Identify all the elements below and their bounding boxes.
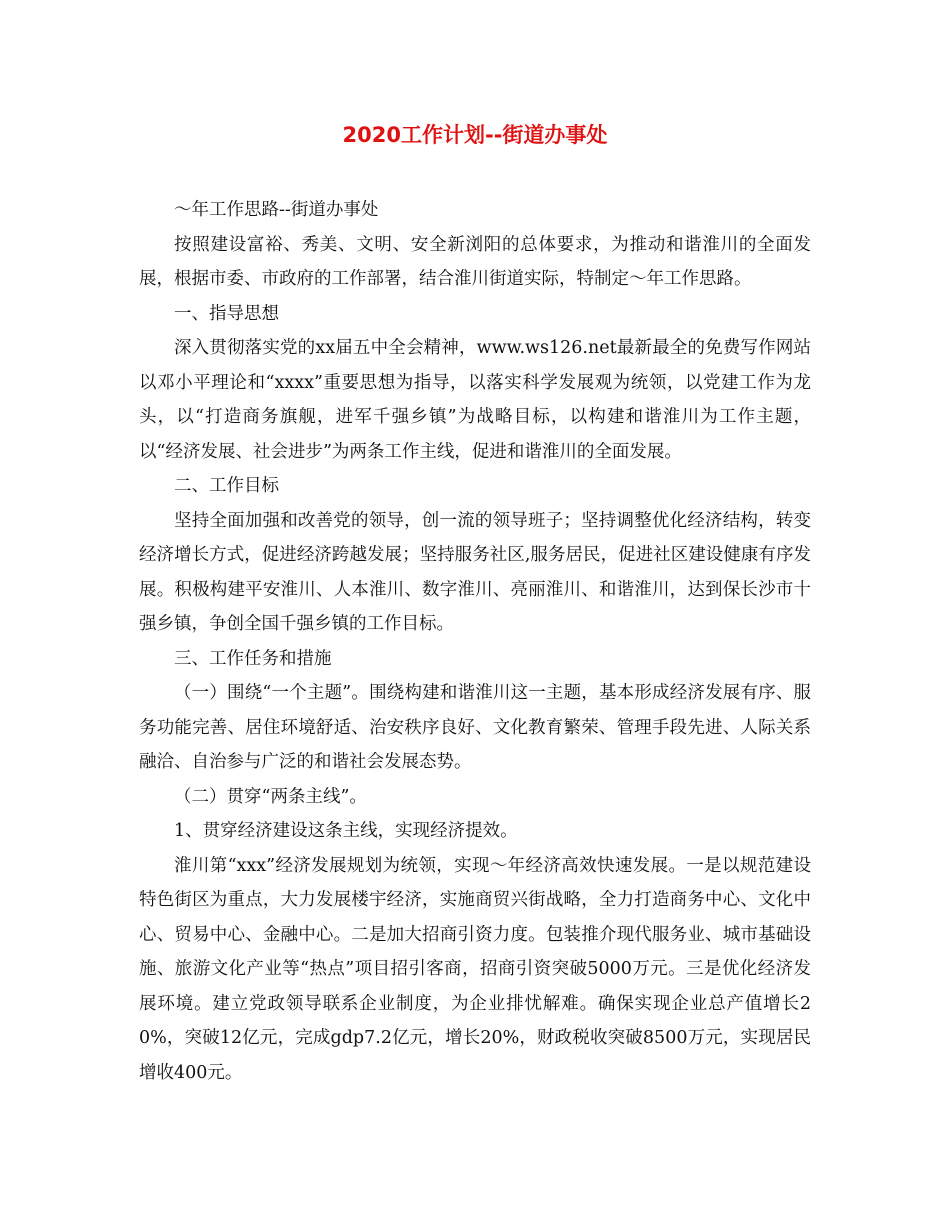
section-heading-tasks-measures: 三、工作任务和措施 xyxy=(174,648,332,669)
section-heading-guiding-ideology: 一、指导思想 xyxy=(174,303,279,324)
paragraph-heading-line: ～年工作思路--街道办事处 xyxy=(174,200,379,220)
section-heading-work-goals: 二、工作目标 xyxy=(174,476,279,496)
paragraph-guiding-ideology: 深入贯彻落实党的xx届五中全会精神，www.ws126.net最新最全的免费写作网站以邓小平理论和“xxxx”重要思想为指导，以落实科学发展观为统领，以党建工作为龙头，以“打造商务旗舰，进军千强乡镇”为战略目标，以构建和谐淮川为工作主题，以“经济发展、社会进步”为两条工作主线，促进和谐淮川的全面发展。 xyxy=(139,338,811,462)
paragraph-economic-plan: 淮川第“xxx”经济发展规划为统领，实现～年经济高效快速发展。一是以规范建设特色街区为重点，大力发展楼宇经济，实施商贸兴街战略，全力打造商务中心、文化中心、贸易中心、金融中心。二是加大招商引资力度。包装推介现代服务业、城市基础设施、旅游文化产业等“热点”项目招引客商，招商引资突破5000万元。三是优化经济发展环境。建立党政领导联系企业制度，为企业排忧解难。确保实现企业总产值增长20%，突破12亿元，完成gdp7.2亿元，增长20%，财政税收突破8500万元，实现居民增收400元。 xyxy=(139,855,811,1083)
paragraph-one-theme: （一）围绕“一个主题”。围绕构建和谐淮川这一主题，基本形成经济发展有序、服务功能完善、居住环境舒适、治安秩序良好、文化教育繁荣、管理手段先进、人际关系融洽、自治参与广泛的和谐社会发展态势。 xyxy=(139,683,811,772)
document-title: 2020工作计划--街道办事处 xyxy=(342,123,608,147)
paragraph-economic-line-heading: 1、贯穿经济建设这条主线，实现经济提效。 xyxy=(174,821,518,841)
paragraph-intro: 按照建设富裕、秀美、文明、安全新浏阳的总体要求，为推动和谐淮川的全面发展，根据市委、市政府的工作部署，结合淮川街道实际，特制定～年工作思路。 xyxy=(139,234,811,289)
paragraph-work-goals: 坚持全面加强和改善党的领导，创一流的领导班子；坚持调整优化经济结构，转变经济增长方式，促进经济跨越发展；坚持服务社区,服务居民，促进社区建设健康有序发展。积极构建平安淮川、人本淮川、数字淮川、亮丽淮川、和谐淮川，达到保长沙市十强乡镇，争创全国千强乡镇的工作目标。 xyxy=(139,510,811,634)
document-body xyxy=(139,193,811,1090)
paragraph-two-main-lines: （二）贯穿“两条主线”。 xyxy=(174,786,367,807)
